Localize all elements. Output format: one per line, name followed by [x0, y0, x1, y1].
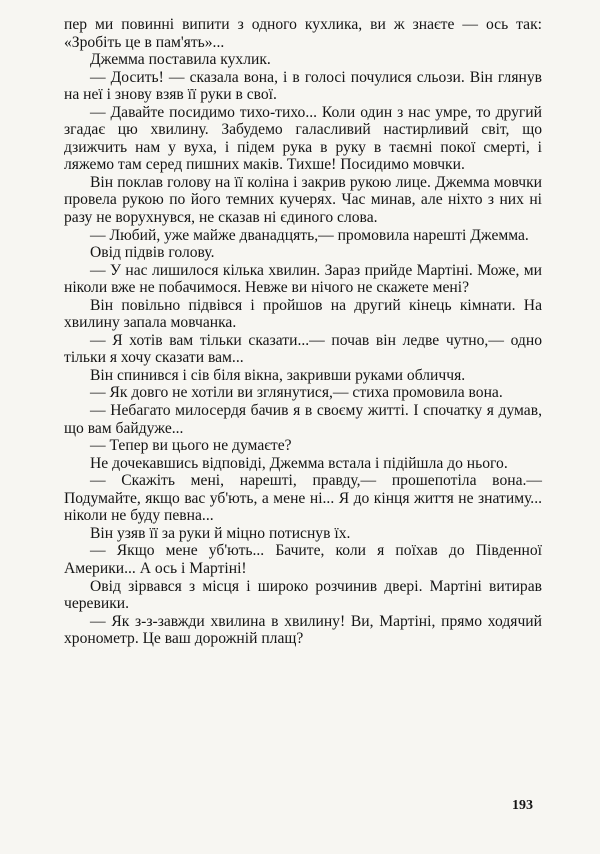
page-number: 193 — [512, 798, 533, 813]
paragraph: — Досить! — сказала вона, і в голосі почулися сльози. Він глянув на неї і знову взяв її руки в свої. — [64, 68, 542, 104]
paragraph: — У нас лишилося кілька хвилин. Зараз прийде Мартіні. Може, ми ніколи вже не побачимося. Невже ви нічого не скажете мені? — [64, 261, 542, 297]
paragraph: пер ми повинні випити з одного кухлика, ви ж знаєте — ось так: «Зробіть це в пам'ять»... — [64, 16, 542, 51]
paragraph: Він повільно підвівся і пройшов на другий кінець кімнати. На хвилину запала мовчанка. — [64, 296, 542, 332]
page-body — [64, 16, 542, 648]
paragraph: — Скажіть мені, нарешті, правду,— прошепотіла вона.— Подумайте, якщо вас уб'ють, а мене ні... Я до кінця життя не знатиму... ніколи не буду певна... — [64, 472, 542, 525]
paragraph: — Давайте посидимо тихо-тихо... Коли один з нас умре, то другий згадає цю хвилину. Забудемо галасливий настирливий світ, що дзижчить нам у вуха, і підем рука в руку в таємні покої смерті, і ляжемо там серед пишних маків. Тихше! Посидимо мовчки. — [64, 103, 542, 174]
paragraph: — Тепер ви цього не думаєте? — [90, 437, 292, 455]
paragraph: — Як довго не хотіли ви зглянутися,— стиха промовила вона. — [90, 384, 503, 402]
paragraph: — Я хотів вам тільки сказати...— почав він ледве чутно,— одно тільки я хочу сказати вам... — [64, 331, 542, 367]
paragraph: Овід зірвався з місця і широко розчинив двері. Мартіні витирав черевики. — [64, 577, 542, 613]
paragraph: — Любий, уже майже дванадцять,— промовила нарешті Джемма. — [90, 226, 529, 244]
paragraph: — Якщо мене уб'ють... Бачите, коли я поїхав до Південної Америки... А ось і Мартіні! — [64, 542, 542, 577]
paragraph: Він поклав голову на її коліна і закрив рукою лице. Джемма мовчки провела рукою по його темних кучерях. Час минав, але ніхто з них ні разу не ворухнувся, не сказав ні єдиного слова. — [64, 173, 542, 227]
paragraph: Він спинився і сів біля вікна, закривши руками обличчя. — [90, 366, 466, 384]
paragraph: Овід підвів голову. — [90, 244, 215, 262]
paragraph: Він узяв її за руки й міцно потиснув їх. — [90, 524, 351, 542]
paragraph: Не дочекавшись відповіді, Джемма встала і підійшла до нього. — [90, 454, 508, 472]
paragraph: Джемма поставила кухлик. — [90, 51, 271, 69]
paragraph: — Небагато милосердя бачив я в своєму житті. І спочатку я думав, що вам байдуже... — [64, 402, 542, 437]
paragraph: — Як з-з-завжди хвилина в хвилину! Ви, Мартіні, прямо ходячий хронометр. Це ваш дорожній плащ? — [64, 612, 542, 648]
